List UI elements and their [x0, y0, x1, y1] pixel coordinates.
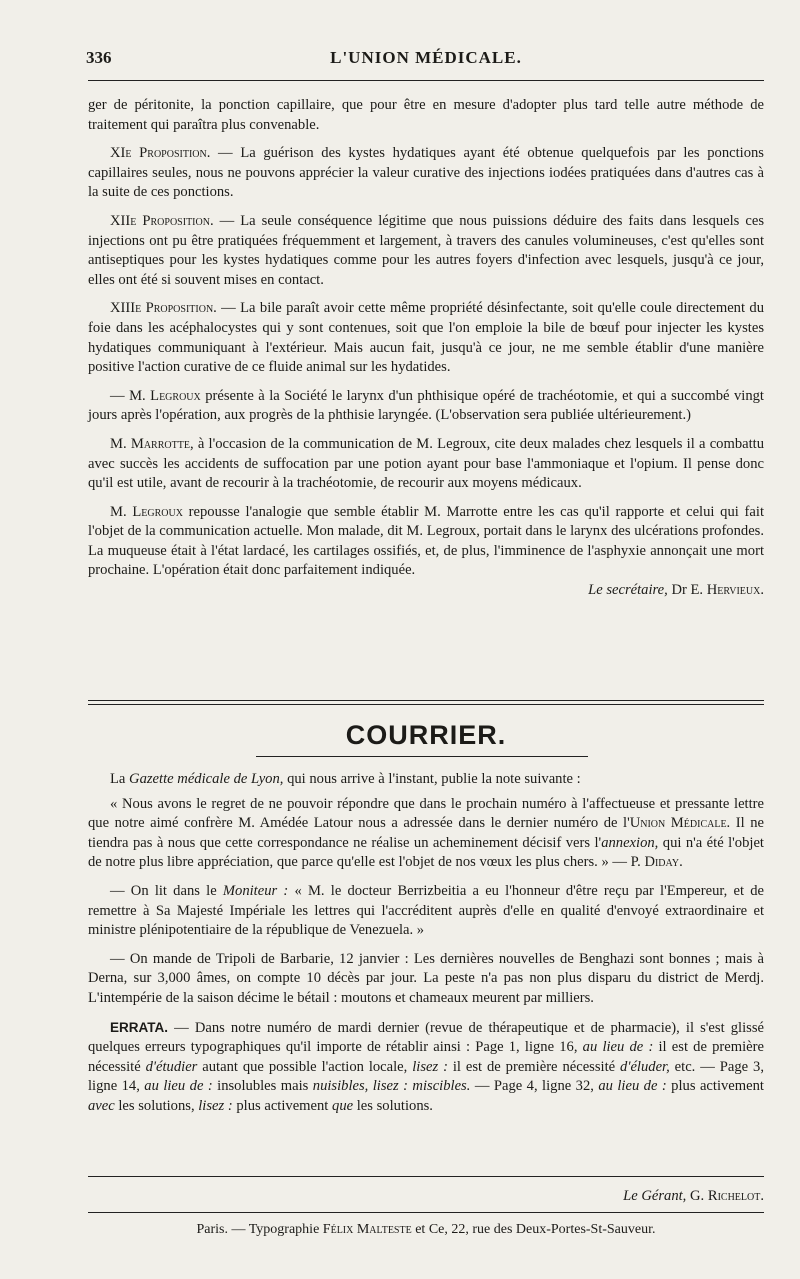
printer-imprint: Paris. — Typographie Félix Malteste et Ce, 22, rue des Deux-Portes-St-Sauveur.: [196, 1222, 656, 1237]
page-header: [86, 48, 766, 72]
section-rule-bottom: [88, 704, 764, 705]
gerant-signature: Le Gérant, G. Richelot.: [623, 1188, 764, 1204]
section-rule-top: [88, 700, 764, 701]
paragraph-quote: « Nous avons le regret de ne pouvoir répondre que dans le prochain numéro à l'affectueuse et pressante lettre que notre aimé confrère M. Amédée Latour nous a adressée dans le dernier numéro de l'Union Médicale. Il ne tiendra pas à nous que cette correspondance ne réalise un acheminement décisif vers l'annexion, qui n'a été l'objet de notre plus libre appréciation, que parce qu'elle est l'objet de nos vœux les plus chers. » — P. Diday.: [88, 795, 764, 871]
paragraph-errata: ERRATA. — Dans notre numéro de mardi dernier (revue de thérapeutique et de pharmacie), il s'est glissé quelques erreurs typographiques qu'il importe de rétablir ainsi : Page 1, ligne 16, au lieu de : il est de première nécessité d'étudier autant que possible l'action locale, lisez : il est de première nécessité d'éluder, etc. — Page 3, ligne 14, au lieu de : insolubles mais nuisibles, lisez : miscibles. — Page 4, ligne 32, au lieu de : plus activement avec les solutions, lisez : plus activement que les solutions.: [88, 1019, 764, 1114]
paragraph-gazette: La Gazette médicale de Lyon, qui nous arrive à l'instant, publie la note suivante :: [110, 771, 581, 787]
proceedings-text: [88, 96, 764, 601]
paragraph-marrotte: M. Marrotte, à l'occasion de la communication de M. Legroux, cite deux malades chez lesquels il a combattu avec succès les accidents de suffocation par une potion ayant pour base l'ammoniaque et l'opium. Il pense donc qu'il est utile, avant de recourir à la trachéotomie, de recourir aux moyens médicaux.: [88, 435, 764, 492]
paragraph-legroux: — M. Legroux présente à la Société le larynx d'un phthisique opéré de trachéotomie, et qui a succombé vingt jours après l'opération, aux progrès de la phthisie laryngée. (L'observation sera publiée ultérieurement.): [88, 387, 764, 424]
paragraph: ger de péritonite, la ponction capillaire, que pour être en mesure d'adopter plus tard telle autre méthode de traitement qui paraîtra plus convenable.: [88, 97, 764, 133]
courrier-heading: COURRIER.: [345, 720, 507, 750]
header-rule: [88, 80, 764, 81]
journal-title: L'UNION MÉDICALE.: [330, 48, 522, 67]
footer-rule-bottom: [88, 1212, 764, 1213]
paragraph-tripoli: — On mande de Tripoli de Barbarie, 12 janvier : Les dernières nouvelles de Benghazi sont bonnes ; mais à Derna, sur 3,000 âmes, on compte 10 décès par jour. La peste n'a pas non plus disparu du district de Merdj. L'intempérie de la saison décime le bétail : moutons et chameaux meurent par milliers.: [88, 950, 764, 1006]
page-number: 336: [86, 48, 112, 67]
footer-rule-top: [88, 1176, 764, 1177]
heading-rule: [256, 756, 588, 757]
secretary-signature: Le secrétaire, Dr E. Hervieux.: [588, 582, 764, 599]
paragraph-moniteur: — On lit dans le Moniteur : « M. le docteur Berrizbeitia a eu l'honneur d'être reçu par l'Empereur, et de remettre à Sa Majesté Impériale les lettres qui l'accréditent auprès d'elle en qualité d'envoyé extraordinaire et ministre plénipotentiaire de la république de Venezuela. »: [88, 882, 764, 939]
paragraph-legroux-reply: M. Legroux repousse l'analogie que semble établir M. Marrotte entre les cas qu'il rapporte et celui qui fait l'objet de la communication actuelle. Mon malade, dit M. Legroux, portait dans le larynx des ulcérations profondes. La muqueuse était à l'état lardacé, les cartilages ossifiés, et, de plus, l'imminence de l'asphyxie annonçait une mort prochaine. L'opération était donc parfaitement indiquée.: [88, 503, 765, 579]
proposition-12: XIIe Proposition. — La seule conséquence légitime que nous puissions déduire des faits dans lesquels ces injections ont pu être pratiquées fréquemment et largement, à travers des canules volumineuses, c'est qu'elles sont antiseptiques pour les kystes hydatiques comme pour les autres foyers d'infection avec lesquels, jusqu'à ce jour, elles ont été si souvent mises en contact.: [88, 212, 764, 288]
proposition-13: XIIIe Proposition. — La bile paraît avoir cette même propriété désinfectante, soit qu'elle coule directement du foie dans les acéphalocystes qui y sont contenues, soit que l'on emploie la bile de bœuf pour injecter les kystes hydatiques communiquant à l'extérieur. Mais aucun fait, jusqu'à ce jour, ne me semble établir d'une manière positive l'action curative de ce fluide animal sur les hydatides.: [88, 300, 764, 376]
courrier-text: [88, 770, 764, 1117]
proposition-11: XIe Proposition. — La guérison des kystes hydatiques ayant été obtenue quelquefois par les ponctions capillaires seules, nous ne pouvons apprécier la valeur curative des injections iodées pratiquées dans d'autres cas à la suite de ces ponctions.: [88, 145, 764, 201]
